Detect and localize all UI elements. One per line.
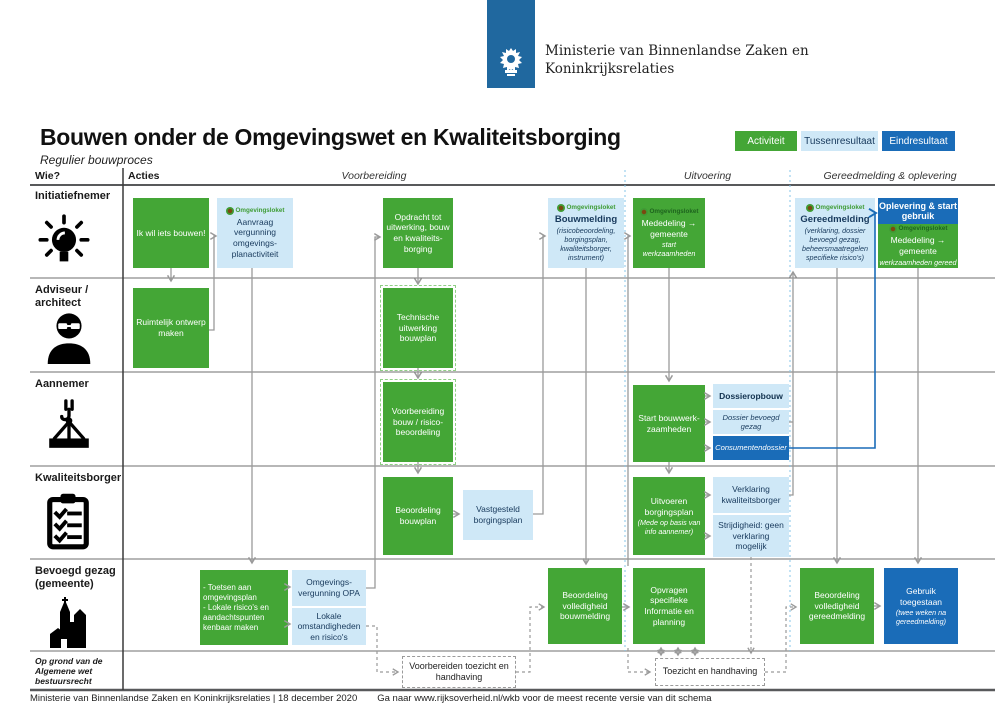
- box-beoordeling-bouwmelding: [548, 568, 622, 644]
- omgevingsloket-badge: [640, 208, 699, 216]
- box-mededeling-gereed: [878, 224, 958, 268]
- box-voorbereiding-bouw: [383, 382, 453, 462]
- box-toetsen-omgevingsplan: [200, 570, 288, 645]
- box-voorbereiden-toezicht: [402, 656, 516, 688]
- box-title: Bouwmelding: [554, 213, 618, 225]
- legend-activiteit: Activiteit: [735, 131, 797, 151]
- ministry-line2: Koninkrijksrelaties: [545, 61, 675, 78]
- column-acties: Acties: [128, 170, 160, 182]
- box-subtext: start werkzaamheden: [642, 240, 696, 259]
- footer-link-note: Ga naar www.rijksoverheid.nl/wkb voor de meest recente versie van dit schema: [377, 693, 712, 704]
- box-toezicht-handhaving: [655, 658, 765, 686]
- box-label: Opvragen specifieke Informatie en planning: [644, 584, 694, 627]
- box-label: Aanvraag vergunning omgevings-planactiviteit: [231, 216, 279, 259]
- box-technische-uitwerking: [383, 288, 453, 368]
- box-label: Dossier bevoegd gezag: [722, 412, 780, 431]
- box-mededeling-start: [633, 198, 705, 268]
- lane-kwaliteitsborger: Kwaliteitsborger: [35, 472, 122, 484]
- box-oplevering-stack: [878, 198, 958, 268]
- box-dossier-bevoegd-gezag: [713, 410, 789, 434]
- box-label: Beoordeling volledigheid bouwmelding: [559, 590, 611, 622]
- box-label: Dossieropbouw: [719, 390, 783, 401]
- box-label: Uitvoeren borgingsplan: [644, 495, 694, 517]
- box-label: Gebruik toegestaan: [899, 585, 943, 607]
- badge-label: Omgevingsloket: [815, 203, 865, 211]
- box-beoordeling-bouwplan: [383, 477, 453, 555]
- page-title: Bouwen onder de Omgevingswet en Kwaliteitsborging: [40, 124, 621, 150]
- rijksoverheid-banner: [487, 0, 535, 88]
- box-opdracht-uitwerking: [383, 198, 453, 268]
- omgevingsloket-icon: [889, 225, 897, 233]
- box-label: Technische uitwerking bouwplan: [396, 312, 440, 344]
- box-label: Voorbereiding bouw / risico-beoordeling: [391, 406, 445, 438]
- box-strijdigheid: [713, 515, 789, 557]
- box-omgevingsvergunning-opa: [292, 570, 366, 606]
- box-lokale-omstandigheden: [292, 608, 366, 645]
- lane-aannemer: Aannemer: [35, 378, 89, 390]
- lane-initiatiefnemer: Initiatiefnemer: [35, 190, 111, 202]
- box-label: Verklaring kwaliteitsborger: [721, 484, 781, 505]
- box-label: Oplevering & start gebruik: [878, 200, 958, 221]
- box-subtext: (Mede op basis van info aannemer): [637, 518, 701, 537]
- lane-adviseur: Adviseur / architect: [35, 284, 89, 310]
- box-label-line2: - Lokale risico's en aandachtspunten kenbaar maken: [203, 602, 269, 632]
- checklist-icon: [42, 492, 94, 550]
- box-opvragen-informatie: [633, 568, 705, 644]
- box-ruimtelijk-ontwerp: [133, 288, 209, 368]
- box-verklaring-kwaliteitsborger: [713, 477, 789, 513]
- box-label: Lokale omstandigheden en risico's: [297, 610, 361, 642]
- omgevingsloket-icon: [640, 208, 648, 216]
- box-label: Consumentendossier: [715, 443, 787, 453]
- omgevingsloket-badge: [889, 225, 948, 233]
- box-label: Mededeling → gemeente: [890, 235, 946, 256]
- box-label: Strijdigheid: geen verklaring mogelijk: [718, 520, 784, 552]
- box-oplevering: [878, 198, 958, 224]
- lane-bevoegd-gezag: Bevoegd gezag (gemeente): [35, 565, 116, 591]
- box-label-line1: - Toetsen aan omgevingsplan: [203, 582, 257, 602]
- column-wie: Wie?: [35, 170, 60, 182]
- box-label: Vastgesteld borgingsplan: [473, 504, 523, 525]
- box-start-bouwwerkzaamheden: [633, 385, 705, 462]
- footer-source: Ministerie van Binnenlandse Zaken en Koninkrijksrelaties | 18 december 2020: [30, 693, 358, 704]
- box-vastgesteld-borgingsplan: [463, 490, 533, 540]
- box-subtext: (risicobeoordeling, borgingsplan, kwaliteitsborger, instrument): [556, 226, 616, 263]
- badge-label: Omgevingsloket: [898, 225, 948, 233]
- badge-label: Omgevingsloket: [649, 207, 699, 215]
- footer: [30, 693, 711, 704]
- box-gebruik-toegestaan: [884, 568, 958, 644]
- box-beoordeling-gereedmelding: [800, 568, 874, 644]
- box-label: Toezicht en handhaving: [662, 666, 758, 677]
- box-uitvoeren-borgingsplan: [633, 477, 705, 555]
- box-label: Beoordeling volledigheid gereedmelding: [808, 590, 866, 622]
- box-gereedmelding: [795, 198, 875, 268]
- omgevingsloket-icon: [226, 207, 234, 215]
- box-aanvraag-vergunning: [217, 198, 293, 268]
- box-label: Beoordeling bouwplan: [395, 505, 441, 526]
- box-label: Omgevings-vergunning OPA: [298, 577, 360, 598]
- box-dossieropbouw: [713, 384, 789, 408]
- government-crest-icon: [498, 46, 524, 80]
- box-title: Gereedmelding: [800, 213, 870, 225]
- box-bouwmelding: [548, 198, 624, 268]
- lane-awb: Op grond van de Algemene wet bestuursrecht: [35, 656, 103, 687]
- box-subtext: (verklaring, dossier bevoegd gezag, beheersmaatregelen specifieke risico's): [802, 226, 868, 263]
- omgevingsloket-badge: [226, 207, 285, 215]
- church-icon: [44, 596, 92, 648]
- omgevingsloket-badge: [806, 204, 865, 212]
- box-label: Mededeling → gemeente: [641, 217, 697, 239]
- box-label: Ik wil iets bouwen!: [136, 227, 206, 238]
- lightbulb-icon: [38, 214, 90, 270]
- badge-label: Omgevingsloket: [235, 206, 285, 214]
- legend-tussenresultaat: Tussenresultaat: [801, 131, 878, 151]
- omgevingsloket-badge: [557, 204, 616, 212]
- box-label: Start bouwwerk-zaamheden: [638, 412, 700, 434]
- legend-eindresultaat: Eindresultaat: [882, 131, 955, 151]
- column-gereedmelding: Gereedmelding & oplevering: [823, 170, 957, 182]
- box-subtext: werkzaamheden gereed: [879, 257, 957, 267]
- column-voorbereiding: Voorbereiding: [341, 170, 407, 182]
- ministry-line1: Ministerie van Binnenlandse Zaken en: [545, 43, 809, 59]
- architect-icon: [42, 308, 96, 364]
- box-ik-wil-iets-bouwen: [133, 198, 209, 268]
- omgevingsloket-icon: [557, 204, 565, 212]
- box-consumentendossier: [713, 436, 789, 460]
- box-label: Opdracht tot uitwerking, bouw en kwaliteits-borging: [386, 211, 450, 254]
- badge-label: Omgevingsloket: [566, 203, 616, 211]
- omgevingsloket-icon: [806, 204, 814, 212]
- box-subtext: (twee weken na gereedmelding): [895, 608, 947, 627]
- box-label: Voorbereiden toezicht en handhaving: [409, 660, 509, 682]
- ministry-name: [545, 42, 809, 78]
- column-uitvoering: Uitvoering: [683, 170, 732, 182]
- page-subtitle: Regulier bouwproces: [40, 153, 153, 167]
- crane-hook-icon: [44, 398, 94, 456]
- box-label: Ruimtelijk ontwerp maken: [136, 317, 206, 338]
